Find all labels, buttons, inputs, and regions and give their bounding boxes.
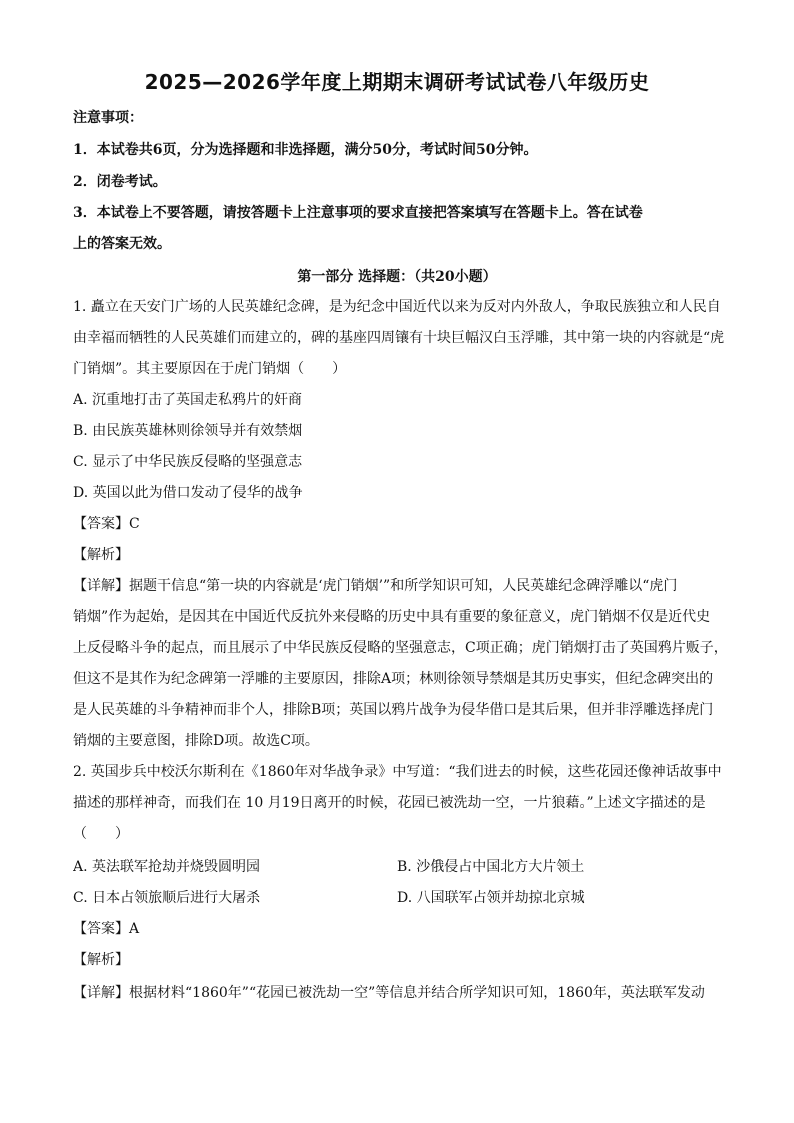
q1-answer: 【答案】C (73, 516, 140, 532)
notice-item: 2．闭卷考试。 (73, 174, 167, 190)
q1-option-c: C. 显示了中华民族反侵略的坚强意志 (73, 454, 303, 470)
q2-detail-line: 【详解】根据材料“1860年”“花园已被洗劫一空”等信息并结合所学知识可知，1860年，英法联军发动 (73, 985, 705, 1001)
q1-detail-line: 上反侵略斗争的起点，而且展示了中华民族反侵略的坚强意志，C项正确；虎门销烟打击了英国鸦片贩子， (73, 640, 728, 656)
q2-option-d: D. 八国联军占领并劫掠北京城 (397, 890, 585, 906)
q1-stem-line: 门销烟”。其主要原因在于虎门销烟（ ） (73, 361, 347, 377)
q1-stem-line: 由幸福而牺牲的人民英雄们而建立的，碑的基座四周镶有十块巨幅汉白玉浮雕，其中第一块的内容就是“虎 (73, 330, 725, 346)
page-title: 2025—2026学年度上期期末调研考试试卷八年级历史 (144, 70, 650, 94)
q2-option-a: A. 英法联军抢劫并烧毁圆明园 (73, 859, 261, 875)
q2-option-b: B. 沙俄侵占中国北方大片领土 (397, 859, 585, 875)
q1-option-d: D. 英国以此为借口发动了侵华的战争 (73, 485, 303, 501)
q1-analysis-label: 【解析】 (73, 547, 129, 563)
q1-detail-line: 【详解】据题干信息“第一块的内容就是‘虎门销烟’”和所学知识可知，人民英雄纪念碑浮雕以“虎门 (73, 578, 678, 594)
notice-heading: 注意事项： (73, 110, 143, 126)
q1-detail-line: 销烟的主要意图，排除D项。故选C项。 (73, 733, 319, 749)
q1-detail-line: 但这不是其作为纪念碑第一浮雕的主要原因，排除A项；林则徐领导禁烟是其历史事实，但纪念碑突出的 (73, 671, 714, 687)
q1-detail-line: 是人民英雄的斗争精神而非个人，排除B项；英国以鸦片战争为侵华借口是其后果，但并非浮雕选择虎门 (73, 702, 714, 718)
notice-item: 3．本试卷上不要答题，请按答题卡上注意事项的要求直接把答案填写在答题卡上。答在试卷 (73, 205, 643, 221)
q1-option-b: B. 由民族英雄林则徐领导并有效禁烟 (73, 423, 303, 439)
q2-stem-line: （ ） (73, 826, 129, 842)
q2-stem-line: 描述的那样神奇，而我们在 10 月19日离开的时候，花园已被洗劫一空，一片狼藉。”上述文字描述的是 (73, 795, 706, 811)
q2-stem-line: 2. 英国步兵中校沃尔斯利在《1860年对华战争录》中写道：“我们进去的时候，这些花园还像神话故事中 (73, 764, 722, 780)
notice-item: 上的答案无效。 (73, 236, 171, 252)
q1-detail-line: 销烟”作为起始，是因其在中国近代反抗外来侵略的历史中具有重要的象征意义，虎门销烟不仅是近代史 (73, 609, 711, 625)
notice-item: 1．本试卷共6页，分为选择题和非选择题，满分50分，考试时间50分钟。 (73, 142, 538, 158)
section-title: 第一部分 选择题：（共20小题） (297, 269, 497, 285)
q2-answer: 【答案】A (73, 921, 140, 937)
q1-stem-line: 1. 矗立在天安门广场的人民英雄纪念碑，是为纪念中国近代以来为反对内外敌人，争取民族独立和人民自 (73, 299, 721, 315)
q2-option-c: C. 日本占领旅顺后进行大屠杀 (73, 890, 261, 906)
q1-option-a: A. 沉重地打击了英国走私鸦片的奸商 (73, 392, 303, 408)
q2-analysis-label: 【解析】 (73, 952, 129, 968)
